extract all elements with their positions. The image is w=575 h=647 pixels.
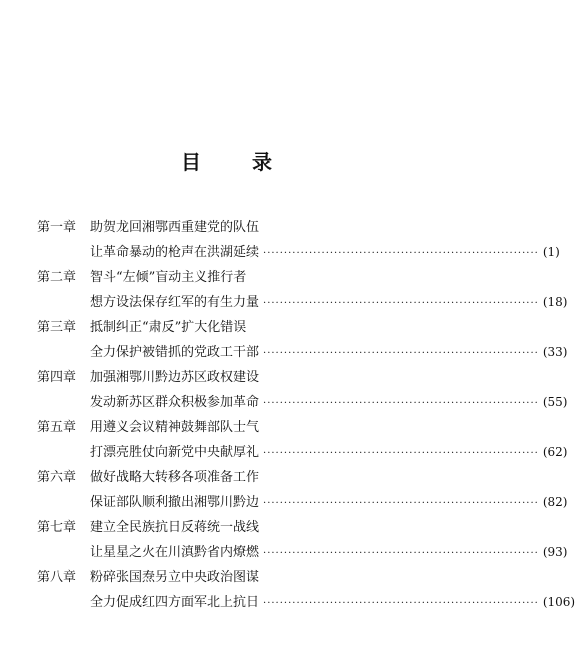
toc-entry[interactable] bbox=[0, 218, 560, 268]
chapter-title-line2-row bbox=[90, 342, 568, 364]
dot-leader: ·································································· bbox=[263, 548, 539, 559]
toc-entry[interactable] bbox=[0, 568, 575, 618]
chapter-title-line2: 让星星之火在川滇黔省内燎燃 bbox=[90, 545, 260, 560]
chapter-title-line2: 全力保护被错抓的党政工干部 bbox=[90, 345, 260, 360]
dot-leader: ·································································· bbox=[263, 448, 539, 459]
toc-entry[interactable] bbox=[0, 518, 568, 568]
dot-leader: ·································································· bbox=[263, 498, 539, 509]
toc-entry[interactable] bbox=[0, 318, 568, 368]
chapter-title-line2: 想方设法保存红军的有生力量 bbox=[90, 295, 260, 310]
chapter-title-line2-row bbox=[90, 392, 568, 414]
chapter-label: 第一章 bbox=[37, 220, 77, 235]
chapter-title-line2: 发动新苏区群众积极参加革命 bbox=[90, 395, 260, 410]
dot-leader: ·································································· bbox=[263, 398, 539, 409]
chapter-title-line2: 让革命暴动的枪声在洪湖延续 bbox=[90, 245, 260, 260]
chapter-title-line2: 打漂亮胜仗向新党中央献厚礼 bbox=[90, 445, 260, 460]
page-number: (82) bbox=[542, 495, 568, 509]
page-number: (93) bbox=[542, 545, 568, 559]
page-number: (1) bbox=[542, 245, 560, 259]
dot-leader: ·································································· bbox=[263, 298, 539, 309]
page-number: (55) bbox=[542, 395, 568, 409]
toc-entry[interactable] bbox=[0, 268, 568, 318]
chapter-title-line2-row bbox=[90, 242, 560, 264]
chapter-label: 第五章 bbox=[37, 420, 77, 435]
dot-leader: ·································································· bbox=[263, 598, 539, 609]
chapter-label: 第三章 bbox=[37, 320, 77, 335]
chapter-label: 第八章 bbox=[37, 570, 77, 585]
chapter-title-line2: 全力促成红四方面军北上抗日 bbox=[90, 595, 260, 610]
chapter-label: 第六章 bbox=[37, 470, 77, 485]
chapter-title-line1: 抵制纠正“肃反”扩大化错误 bbox=[90, 320, 247, 335]
page-number: (33) bbox=[542, 345, 568, 359]
toc-entry[interactable] bbox=[0, 468, 568, 518]
chapter-label: 第四章 bbox=[37, 370, 77, 385]
toc-entry[interactable] bbox=[0, 368, 568, 418]
page-number: (62) bbox=[542, 445, 568, 459]
chapter-label: 第二章 bbox=[37, 270, 77, 285]
chapter-title-line1: 做好战略大转移各项准备工作 bbox=[90, 470, 260, 485]
chapter-title-line2-row bbox=[90, 492, 568, 514]
chapter-title-line2: 保证部队顺利撤出湘鄂川黔边 bbox=[90, 495, 260, 510]
chapter-title-line1: 建立全民族抗日反蒋统一战线 bbox=[90, 520, 260, 535]
page-title: 目 录 bbox=[181, 150, 294, 174]
dot-leader: ·································································· bbox=[263, 348, 539, 359]
chapter-title-line1: 粉碎张国焘另立中央政治图谋 bbox=[90, 570, 260, 585]
page-number: (106) bbox=[542, 595, 575, 609]
chapter-title-line1: 用遵义会议精神鼓舞部队士气 bbox=[90, 420, 260, 435]
chapter-title-line2-row bbox=[90, 442, 568, 464]
dot-leader: ·································································· bbox=[263, 248, 539, 259]
chapter-title-line2-row bbox=[90, 592, 575, 614]
chapter-title-line1: 智斗“左倾”盲动主义推行者 bbox=[90, 270, 247, 285]
table-of-contents bbox=[0, 218, 575, 618]
page-number: (18) bbox=[542, 295, 568, 309]
chapter-title-line2-row bbox=[90, 292, 568, 314]
toc-entry[interactable] bbox=[0, 418, 568, 468]
chapter-title-line2-row bbox=[90, 542, 568, 564]
chapter-label: 第七章 bbox=[37, 520, 77, 535]
chapter-title-line1: 助贺龙回湘鄂西重建党的队伍 bbox=[90, 220, 260, 235]
chapter-title-line1: 加强湘鄂川黔边苏区政权建设 bbox=[90, 370, 260, 385]
